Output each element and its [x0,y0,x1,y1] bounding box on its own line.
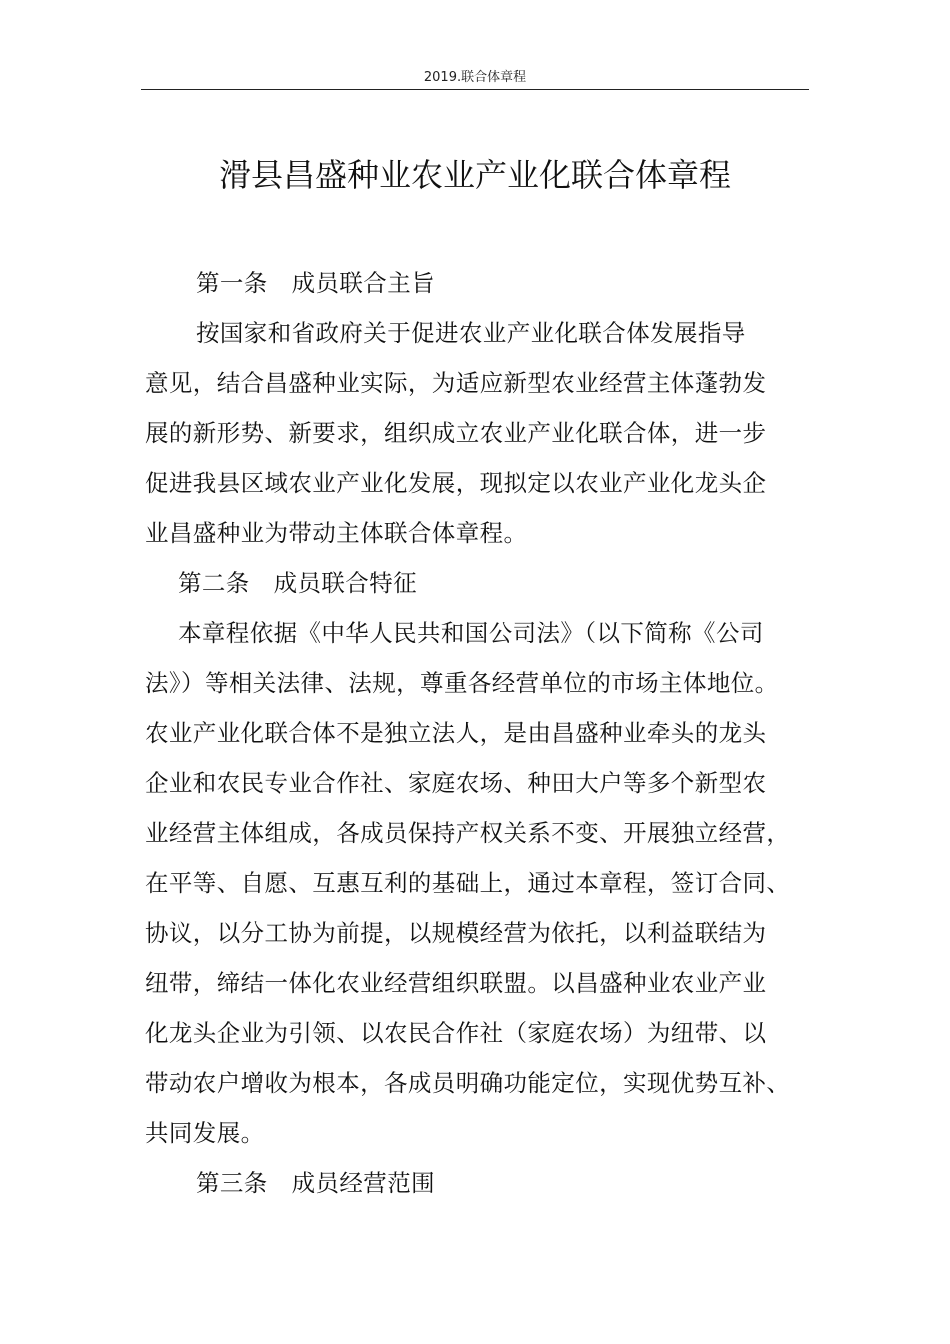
body-line: 意见，结合昌盛种业实际，为适应新型农业经营主体蓬勃发 [145,369,767,397]
body-line: 协议，以分工协为前提，以规模经营为依托，以利益联结为 [145,919,767,947]
running-header [141,70,809,90]
body-line: 法》）等相关法律、法规，尊重各经营单位的市场主体地位。 [145,669,779,697]
body-line: 共同发展。 [145,1119,265,1147]
body-line: 展的新形势、新要求，组织成立农业产业化联合体，进一步 [145,419,767,447]
running-header-text: 2019.联合体章程 [423,70,527,85]
body-line: 企业和农民专业合作社、家庭农场、种田大户等多个新型农 [145,769,767,797]
article-3-heading: 第三条 成员经营范围 [196,1169,435,1197]
article-1-heading: 第一条 成员联合主旨 [196,269,435,297]
body-line: 纽带，缔结一体化农业经营组织联盟。以昌盛种业农业产业 [145,969,767,997]
body-line: 按国家和省政府关于促进农业产业化联合体发展指导 [196,319,746,347]
body-line: 农业产业化联合体不是独立法人，是由昌盛种业牵头的龙头 [145,719,767,747]
article-2-heading: 第二条 成员联合特征 [178,569,417,597]
document-title: 滑县昌盛种业农业产业化联合体章程 [218,156,731,194]
body-line: 带动农户增收为根本，各成员明确功能定位，实现优势互补、 [145,1069,791,1097]
body-line: 促进我县区域农业产业化发展，现拟定以农业产业化龙头企 [145,469,767,497]
body-line: 在平等、自愿、互惠互利的基础上，通过本章程，签订合同、 [145,869,791,897]
body-line: 本章程依据《中华人民共和国公司法》（以下简称《公司 [178,619,764,647]
body-line: 化龙头企业为引领、以农民合作社（家庭农场）为纽带、以 [145,1019,767,1047]
body-line: 业昌盛种业为带动主体联合体章程。 [145,519,528,547]
body-line: 业经营主体组成，各成员保持产权关系不变、开展独立经营， [145,819,791,847]
